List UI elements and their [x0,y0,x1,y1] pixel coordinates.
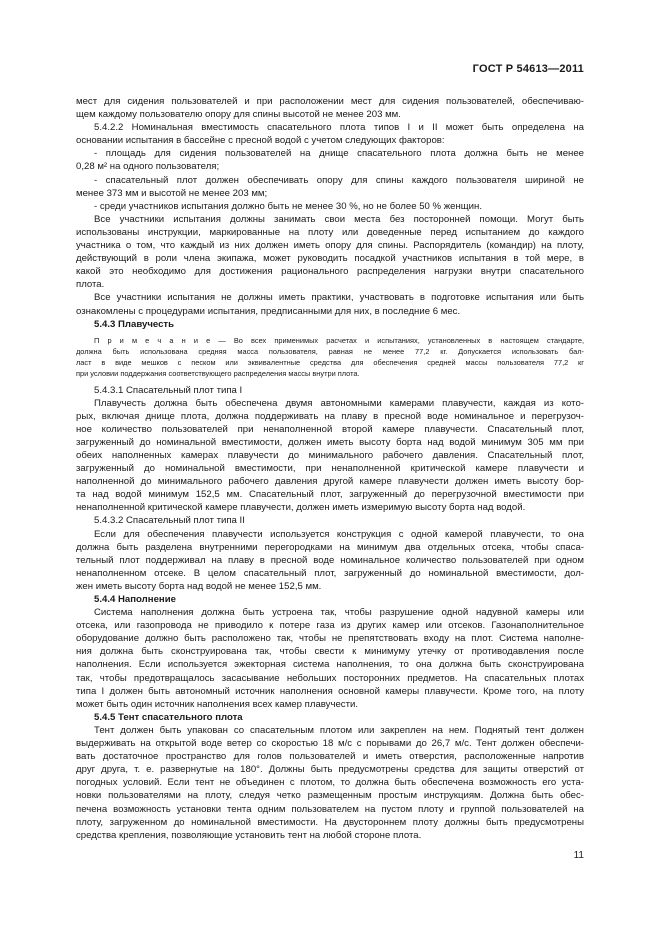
text-line: действующий в роли члена экипажа, может руководить посадкой участников испытания в той мере, в [76,253,584,265]
text-line: - спасательный плот должен обеспечивать опору для спины каждого пользователя шириной не [94,174,584,186]
text-line: жен иметь высоту борта над водой не менее 152,5 мм. [76,580,322,592]
text-line: тельный плот поддерживал на плаву в пресной воде номинальное количество пользователей при одном [76,554,584,566]
text-line: погодных условий. Если тент не объединен с плотом, то должна быть обеспечена возможность его уста- [76,777,584,789]
text-line: новки пользователями на плоту, следуя четко размещенным простым инструкциям. Должна быть обес- [76,790,584,802]
text-line: наполнения. Если используется эжекторная система наполнения, то она должна быть сконструирована [76,659,584,671]
text-line: типа I должен быть автономный источник наполнения основной камеры плавучести. Кроме того, на плоту [76,685,584,697]
note-line: при условии поддержания соответствующего распределения массы внутри плота. [76,369,360,379]
text-line: обеих наполненных камерах плавучести до минимального рабочего давления. Спасательный плот, [76,449,584,461]
text-line: ненаполненном отсеке. В целом спасательный плот, загруженный до номинальной вместимости, дол- [76,567,584,579]
text-line: 5.4.3.1 Спасательный плот типа I [94,384,243,396]
text-line: Если для обеспечения плавучести используется конструкция с одной камерой плавучести, то она [94,528,584,540]
text-line: 5.4.2.2 Номинальная вместимость спасательного плота типов I и II может быть определена на [94,122,584,134]
text-line: менее 373 мм и высотой не менее 203 мм; [76,187,268,199]
text-line: ознакомлены с процедурами испытания, предписанными для них, в последние 6 мес. [76,305,461,317]
text-line: - площадь для сидения пользователей на днище спасательного плота должна быть не менее [94,148,584,160]
text-line: наполненной до минимального рабочего давления другой камере плавучести должен иметь высоту бор- [76,476,584,488]
text-line: ненаполненной критической камере плавучести, должен иметь измеримую высоту борта над водой. [76,502,526,514]
text-line: рых, включая днище плота, должна поддерживать на плаву в пресной воде номинальное и перегрузоч- [76,410,584,422]
note-line: должна быть использована средняя масса пользователя, равная не менее 77,2 кг. Допускается использовать бал- [76,346,584,356]
text-line: ное количество пользователей при ненаполненной второй камере плавучести. Спасательный плот, [76,423,584,435]
text-line: может быть один источник наполнения всех камер плавучести. [76,698,359,710]
text-line: использованы инструкции, маркированные на плоту или доведенные перед испытанием до каждого [76,226,584,238]
note-line: П р и м е ч а н и е — Во всех применимых расчетах и испытаниях, установленных в настоящем стандарте, [94,335,584,345]
text-line: так, чтобы предотвращалось засасывание небольших посторонних предметов. На спасательных плотах [76,672,584,684]
section-heading: 5.4.4 Наполнение [94,594,176,605]
text-line: основании испытания в бассейне с пресной водой с учетом следующих факторов: [76,135,445,147]
text-line: щем каждому пользователю опору для спины высотой не менее 203 мм. [76,109,401,121]
text-line: та над водой минимум 152,5 мм. Спасательный плот, загруженный до перегрузочной вместимости при [76,489,584,501]
text-line: должна быть разделена внутренними перегородками на минимум два отдельных отсека, чтобы спаса- [76,541,584,553]
text-line: 5.4.3.2 Спасательный плот типа II [94,515,245,527]
text-line: Все участники испытания не должны иметь практики, участвовать в подготовке испытания или быть [94,292,584,304]
text-line: - среди участников испытания должно быть не менее 30 %, но не более 50 % женщин. [94,200,483,212]
text-line: 0,28 м² на одного пользователя; [76,161,220,173]
text-line: отсека, или газопровода не приводило к потере газа из других камер или отсеков. Газонаполнительное [76,620,584,632]
text-line: плоту, загруженном до номинальной вместимости. На двустороннем плоту должны быть предусмотрены [76,816,584,828]
text-line: участника о том, что каждый из них должен иметь опору для спины. Распорядитель (командир) на плоту, [76,240,584,252]
text-line: ния должна быть сконструирована так, чтобы свести к минимуму утечку от противодавления после [76,646,584,658]
text-line: загруженный до номинальной вместимости, должен иметь высоту борта над водой минимум 305 мм при [76,436,584,448]
text-line: оборудование должно быть расположено так, чтобы не препятствовать входу на плот. Система наполне- [76,633,584,645]
note-line: ласт в виде мешков с песком или эквивалентные средства для обеспечения средней массы пользователя 77,2 кг [76,358,584,368]
text-line: какой это необходимо для достижения рационального распределения нагрузки внутри спасательного [76,266,584,278]
text-line: мест для сидения пользователей и при расположении мест для сидения пользователей, обеспечиваю- [76,96,584,107]
document-body [76,95,584,842]
text-line: Система наполнения должна быть устроена так, чтобы разрушение одной надувной камеры или [94,607,584,619]
text-line: Плавучесть должна быть обеспечена двумя автономными камерами плавучести, каждая из кото- [94,397,584,409]
section-heading: 5.4.5 Тент спасательного плота [94,711,243,723]
text-line: друг друга, т. е. развернутые на 180°. Должны быть предусмотрены средства для защиты отверстий от [76,764,584,776]
text-line: вать достаточное пространство для голов пользователей и иметь отверстия, расположенные напротив [76,751,584,763]
text-line: Тент должен быть упакован со спасательным плотом или закреплен на нем. Поднятый тент должен [94,724,584,736]
section-heading: 5.4.3 Плавучесть [94,318,175,330]
text-line: печена возможность установки тента одним пользователем на пустом плоту и группой пользователей на [76,803,584,815]
page-number: 11 [573,850,584,861]
text-line: средства крепления, позволяющие установить тент на любой стороне плота. [76,829,422,841]
standard-header: ГОСТ Р 54613—2011 [472,63,584,75]
text-line: плота. [76,279,105,291]
text-line: загруженный до номинальной вместимости, при ненаполненной критической камере плавучести и [76,463,584,475]
text-line: выдерживать на открытой воде ветер со скоростью 18 м/с с порывами до 26,7 м/с. Тент должен обеспечи- [76,738,584,750]
text-line: Все участники испытания должны занимать свои места без посторонней помощи. Могут быть [94,213,584,225]
